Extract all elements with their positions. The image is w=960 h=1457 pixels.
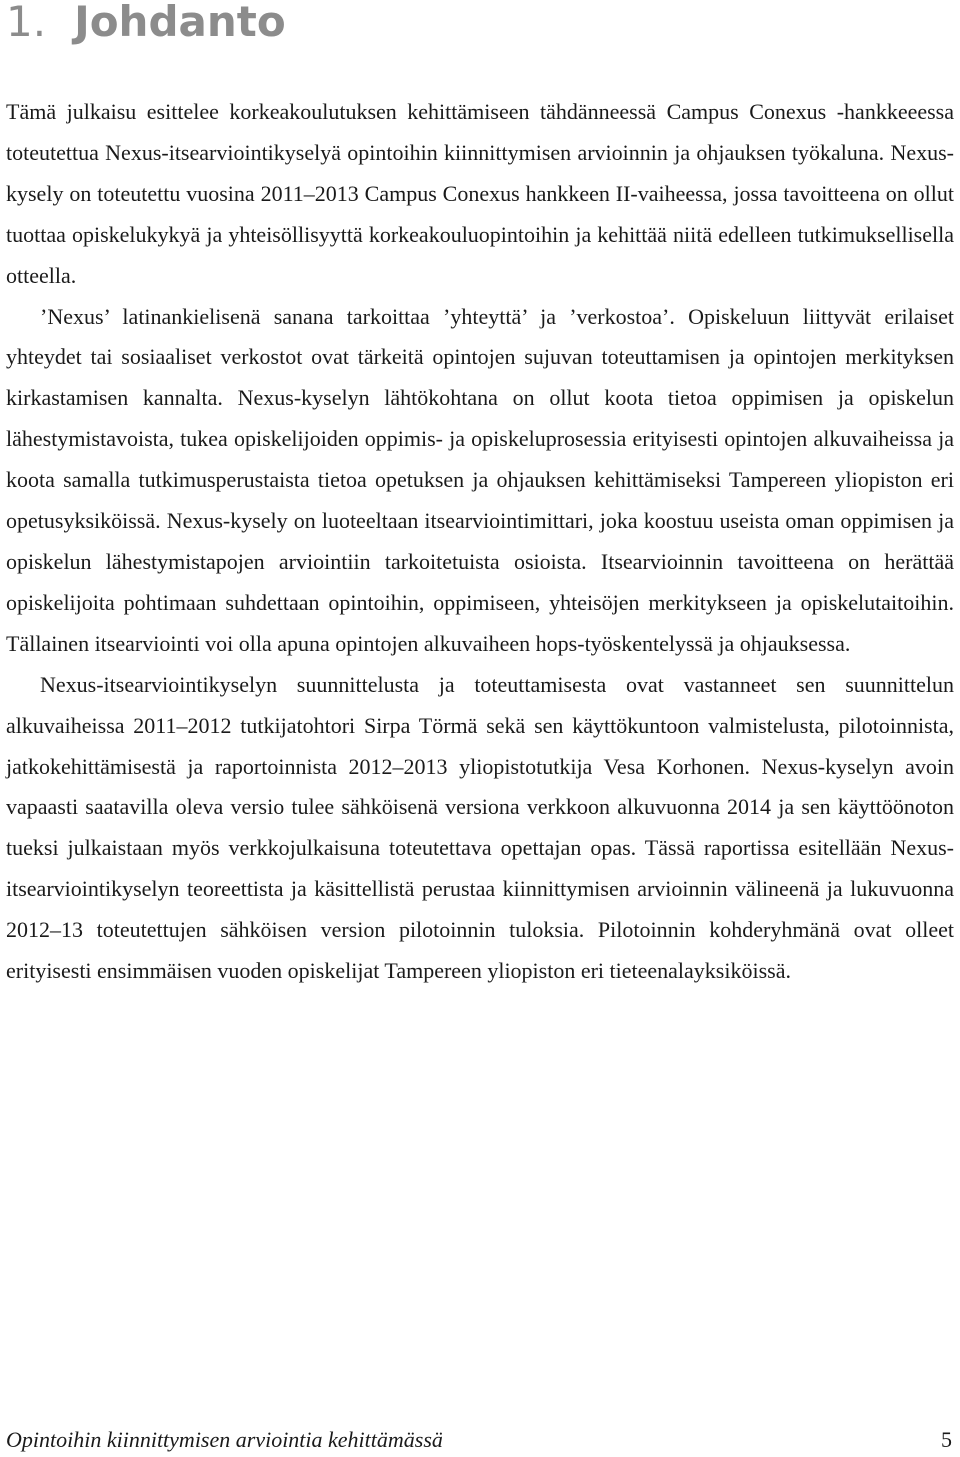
paragraph-intro: Tämä julkaisu esittelee korkeakoulutuksen kehittämiseen tähdänneessä Campus Conexus -hankkeeessa toteutettua Nexus-itsearviointikyselyä opintoihin kiinnittymisen arvioinnin ja ohjauksen työkaluna. Nexus-kysely on toteutettu vuosina 2011–2013 Campus Conexus hankkeen II-vaiheessa, jossa tavoitteena on ollut tuottaa opiskelukykyä ja yhteisöllisyyttä korkeakouluopintoihin ja kehittää niitä edelleen tutkimuksellisella otteella. xyxy=(6,99,954,288)
chapter-title: Johdanto xyxy=(74,0,286,46)
body-text xyxy=(6,92,954,992)
footer-title: Opintoihin kiinnittymisen arviointia kehittämässä xyxy=(6,1427,443,1452)
paragraph-authors: Nexus-itsearviointikyselyn suunnittelusta ja toteuttamisesta ovat vastanneet sen suunnittelun alkuvaiheissa 2011–2012 tutkijatohtori Sirpa Törmä sekä sen käyttökuntoon valmistelusta, pilotoinnista, jatkokehittämisestä ja raportoinnista 2012–2013 yliopistotutkija Vesa Korhonen. Nexus-kyselyn avoin vapaasti saatavilla oleva versio tulee sähköisenä versiona verkkoon alkuvuonna 2014 ja sen käyttöönoton tueksi julkaistaan myös verkkojulkaisuna toteutettava opettajan opas. Tässä raportissa esitellään Nexus-itsearviointikyselyn teoreettista ja käsittellistä perustaa kiinnittymisen arvioinnin välineenä ja lukuvuonna 2012–13 toteutettujen sähköisen version pilotoinnin tuloksia. Pilotoinnin kohderyhmänä ovat olleet erityisesti ensimmäisen vuoden opiskelijat Tampereen yliopiston eri tieteenalayksiköissä. xyxy=(6,671,954,984)
chapter-heading xyxy=(6,0,286,50)
page-footer xyxy=(6,1425,952,1455)
page-number: 5 xyxy=(941,1427,952,1452)
chapter-number: 1. xyxy=(6,0,47,46)
paragraph-nexus-meaning: ’Nexus’ latinankielisenä sanana tarkoittaa ’yhteyttä’ ja ’verkostoa’. Opiskeluun liittyvät erilaiset yhteydet tai sosiaaliset verkostot ovat tärkeitä opintojen sujuvan toteuttamisen ja opintojen merkityksen kirkastamisen kannalta. Nexus-kyselyn lähtökohtana on ollut koota tietoa oppimisen ja opiskelun lähestymistavoista, tukea opiskelijoiden oppimis- ja opiskeluprosessia erityisesti opintojen alkuvaiheissa ja koota samalla tutkimusperustaista tietoa opetuksen ja ohjauksen kehittämiseksi Tampereen yliopiston eri opetusyksiköissä. Nexus-kysely on luoteeltaan itsearviointimittari, joka koostuu useista oman oppimisen ja opiskelun lähestymistapojen arviointiin tarkoitetuista osioista. Itsearvioinnin tavoitteena on herättää opiskelijoita pohtimaan suhdettaan opintoihin, oppimiseen, yhteisöjen merkitykseen ja opiskelutaitoihin. Tällainen itsearviointi voi olla apuna opintojen alkuvaiheen hops-työskentelyssä ja ohjauksessa. xyxy=(6,303,954,656)
